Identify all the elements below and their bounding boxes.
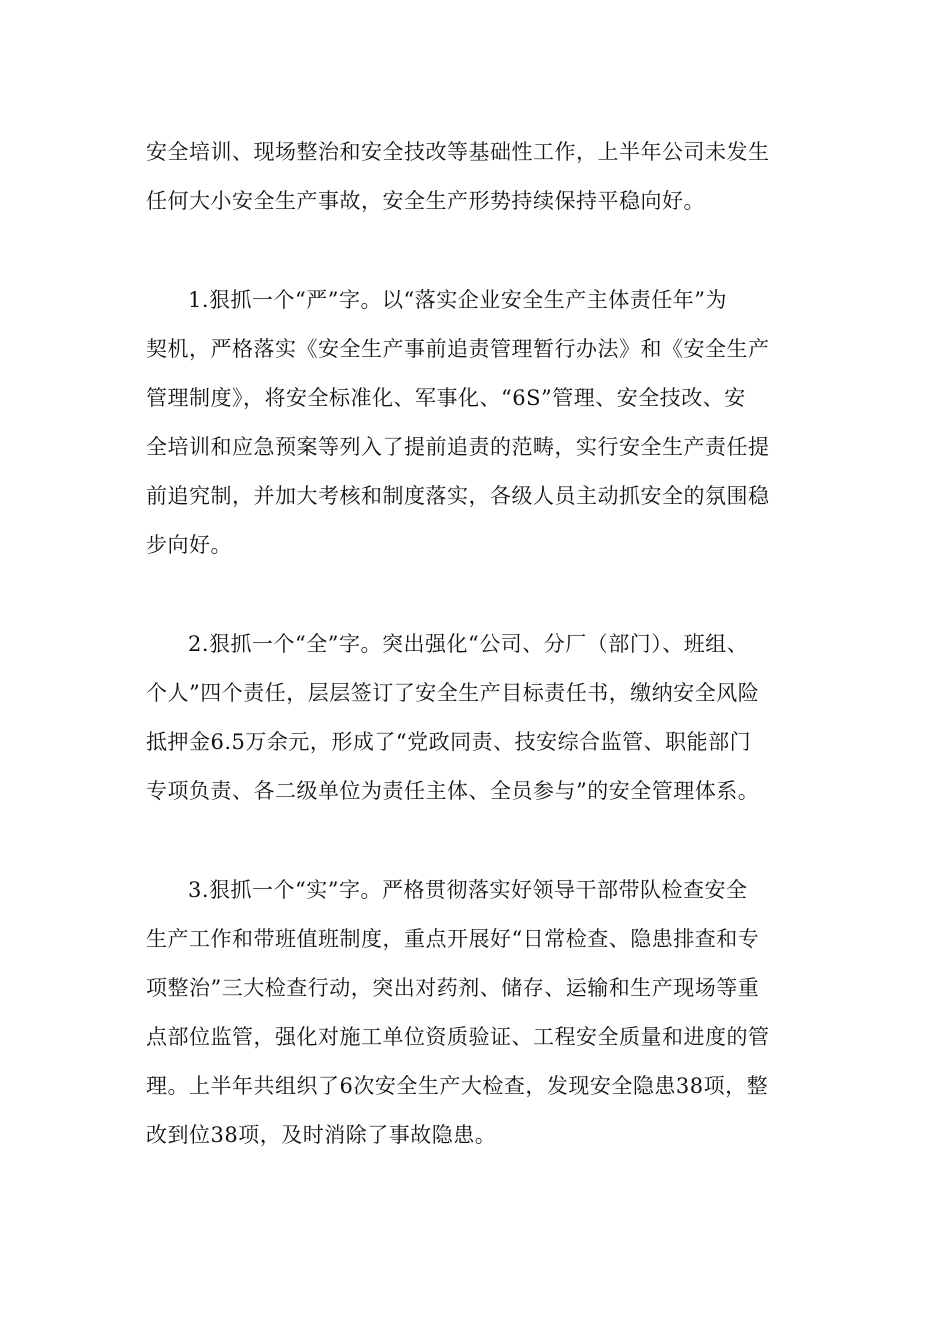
text-line: 生产工作和带班值班制度，重点开展好“日常检查、隐患排查和专 <box>146 927 760 951</box>
section-2-paragraph <box>146 620 816 816</box>
text-line: 任何大小安全生产事故，安全生产形势持续保持平稳向好。 <box>146 189 705 213</box>
text-line: 全培训和应急预案等列入了提前追责的范畴，实行安全生产责任提 <box>146 435 770 459</box>
text-line: 契机，严格落实《安全生产事前追责管理暂行办法》和《安全生产 <box>146 337 770 361</box>
paragraph-gap <box>146 816 816 866</box>
text-line: 个人”四个责任，层层签订了安全生产目标责任书，缴纳安全风险 <box>146 681 760 705</box>
text-line: 2.狠抓一个“全”字。突出强化“公司、分厂（部门）、班组、 <box>188 632 749 656</box>
document-body <box>146 128 816 1160</box>
text-line: 安全培训、现场整治和安全技改等基础性工作，上半年公司未发生 <box>146 140 770 164</box>
text-line: 理。上半年共组织了6次安全生产大检查，发现安全隐患38项，整 <box>146 1074 769 1098</box>
text-line: 前追究制，并加大考核和制度落实，各级人员主动抓安全的氛围稳 <box>146 484 770 508</box>
text-line: 3.狠抓一个“实”字。严格贯彻落实好领导干部带队检查安全 <box>188 878 748 902</box>
section-1-paragraph <box>146 276 816 570</box>
text-line: 改到位38项，及时消除了事故隐患。 <box>146 1123 497 1147</box>
text-line: 步向好。 <box>146 533 232 557</box>
intro-paragraph <box>146 128 816 226</box>
text-line: 抵押金6.5万余元，形成了“党政同责、技安综合监管、职能部门 <box>146 730 752 754</box>
paragraph-gap <box>146 570 816 620</box>
text-line: 点部位监管，强化对施工单位资质验证、工程安全质量和进度的管 <box>146 1025 770 1049</box>
text-line: 专项负责、各二级单位为责任主体、全员参与”的安全管理体系。 <box>146 779 760 803</box>
section-3-paragraph <box>146 866 816 1160</box>
paragraph-gap <box>146 226 816 276</box>
text-line: 项整治”三大检查行动，突出对药剂、储存、运输和生产现场等重 <box>146 976 760 1000</box>
text-line: 1.狠抓一个“严”字。以“落实企业安全生产主体责任年”为 <box>188 288 727 312</box>
text-line: 管理制度》，将安全标准化、军事化、“6S”管理、安全技改、安 <box>146 386 746 410</box>
